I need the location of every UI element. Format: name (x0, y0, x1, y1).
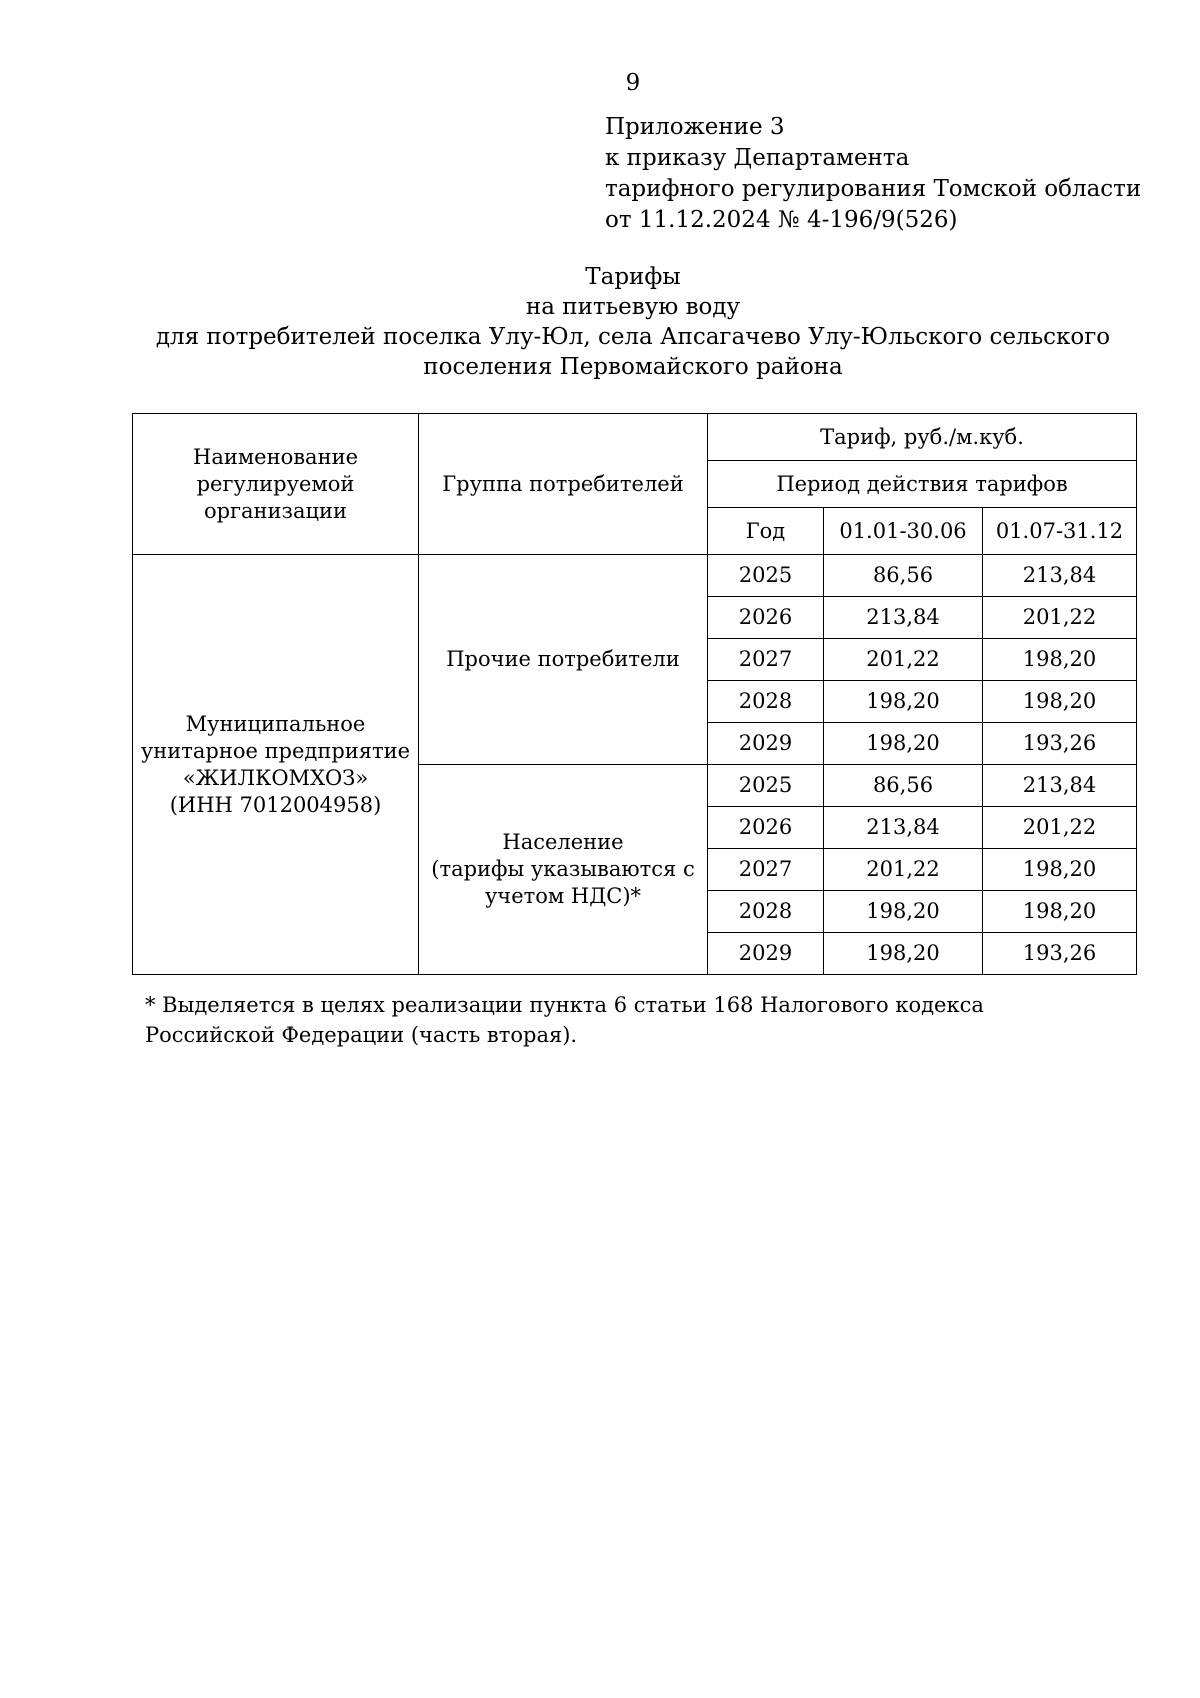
table-row (133, 555, 1137, 597)
tariff-h1-cell: 86,56 (824, 555, 983, 597)
year-cell: 2029 (708, 933, 824, 975)
tariff-table (132, 413, 1137, 975)
appendix-line: тарифного регулирования Томской области (605, 176, 1142, 202)
appendix-line: к приказу Департамента (605, 145, 910, 171)
tariff-h2-cell: 198,20 (983, 639, 1137, 681)
header-row (133, 414, 1137, 461)
year-cell: 2027 (708, 849, 824, 891)
tariff-h2-cell: 213,84 (983, 765, 1137, 807)
year-cell: 2029 (708, 723, 824, 765)
tariff-h1-cell: 198,20 (824, 933, 983, 975)
title-line: для потребителей поселка Улу-Юл, села Апсагачево Улу-Юльского сельского (155, 324, 1111, 350)
year-cell: 2026 (708, 807, 824, 849)
year-cell: 2027 (708, 639, 824, 681)
title-line: на питьевую воду (525, 294, 741, 320)
year-cell: 2028 (708, 681, 824, 723)
year-cell: 2025 (708, 765, 824, 807)
tariff-h2-cell: 198,20 (983, 849, 1137, 891)
title-line: Тарифы (585, 264, 681, 290)
header-period: Период действия тарифов (708, 461, 1137, 508)
tariff-h2-cell: 193,26 (983, 723, 1137, 765)
tariff-h2-cell: 201,22 (983, 597, 1137, 639)
tariff-h1-cell: 198,20 (824, 891, 983, 933)
tariff-h1-cell: 213,84 (824, 807, 983, 849)
tariff-h2-cell: 198,20 (983, 891, 1137, 933)
year-cell: 2028 (708, 891, 824, 933)
tariff-h2-cell: 201,22 (983, 807, 1137, 849)
year-cell: 2025 (708, 555, 824, 597)
appendix-block (605, 112, 1141, 236)
tariff-h1-cell: 86,56 (824, 765, 983, 807)
footnote: * Выделяется в целях реализации пункта 6 статьи 168 Налогового кодекса Российской Федерации (часть вторая). (145, 993, 984, 1047)
tariff-h1-cell: 201,22 (824, 849, 983, 891)
tariff-h2-cell: 198,20 (983, 681, 1137, 723)
tariff-h1-cell: 213,84 (824, 597, 983, 639)
header-h1: 01.01-30.06 (824, 508, 983, 555)
group-population-cell: Население (тарифы указываются с учетом НДС)* (419, 765, 708, 975)
header-org: Наименование регулируемой организации (133, 414, 419, 555)
header-year: Год (708, 508, 824, 555)
tariff-h1-cell: 198,20 (824, 723, 983, 765)
header-tariff: Тариф, руб./м.куб. (708, 414, 1137, 461)
document-title (0, 262, 1200, 382)
page-number: 9 (625, 70, 641, 96)
tariff-h1-cell: 198,20 (824, 681, 983, 723)
title-line: поселения Первомайского района (423, 354, 843, 380)
tariff-h1-cell: 201,22 (824, 639, 983, 681)
tariff-h2-cell: 193,26 (983, 933, 1137, 975)
header-h2: 01.07-31.12 (983, 508, 1137, 555)
appendix-line: Приложение 3 (605, 114, 785, 140)
header-group: Группа потребителей (419, 414, 708, 555)
organization-cell: Муниципальное унитарное предприятие «ЖИЛКОМХОЗ» (ИНН 7012004958) (133, 555, 419, 975)
tariff-h2-cell: 213,84 (983, 555, 1137, 597)
year-cell: 2026 (708, 597, 824, 639)
group-other-cell: Прочие потребители (419, 555, 708, 765)
appendix-line: от 11.12.2024 № 4-196/9(526) (605, 207, 958, 233)
